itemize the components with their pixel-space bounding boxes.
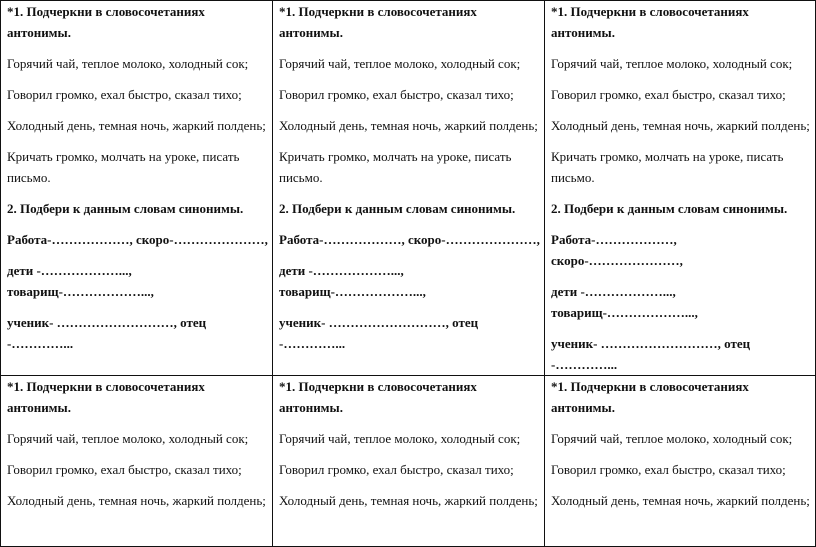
task1-title: *1. Подчеркни в словосочетаниях антонимы. [7,4,209,40]
task1-line: Горячий чай, теплое молоко, холодный сок; [7,431,249,446]
worksheet-card [545,1,816,376]
task2-title: 2. Подбери к данным словам синонимы. [7,201,244,216]
task1-line: Говорил громко, ехал быстро, сказал тихо; [551,87,786,102]
worksheet-card [1,1,273,376]
task2-line: ученик- ………………………, отец -…………... [279,315,482,351]
task2-line: Работа-………………, скоро-…………………, [551,232,683,268]
task1-line: Говорил громко, ехал быстро, сказал тихо; [279,87,514,102]
task2-title: 2. Подбери к данным словам синонимы. [279,201,516,216]
task1-line: Говорил громко, ехал быстро, сказал тихо; [551,462,786,477]
worksheet-card [273,376,545,547]
task1-line: Горячий чай, теплое молоко, холодный сок; [7,56,249,71]
task1-line: Холодный день, темная ночь, жаркий полдень; [551,493,810,508]
task1-title: *1. Подчеркни в словосочетаниях антонимы. [551,379,753,415]
task1-line: Горячий чай, теплое молоко, холодный сок; [551,56,793,71]
worksheet-card [273,1,545,376]
task1-line: Холодный день, темная ночь, жаркий полдень; [7,118,266,133]
task2-line: Работа-………………, скоро-…………………, [7,232,268,247]
task1-line: Говорил громко, ехал быстро, сказал тихо; [279,462,514,477]
task1-line: Кричать громко, молчать на уроке, писать письмо. [551,149,787,185]
task1-line: Говорил громко, ехал быстро, сказал тихо; [7,87,242,102]
task2-line: дети -………………..., товарищ-………………..., [551,284,698,320]
task2-line: Работа-………………, скоро-…………………, [279,232,540,247]
task2-line: ученик- ………………………, отец -…………... [7,315,210,351]
task1-line: Горячий чай, теплое молоко, холодный сок; [279,56,521,71]
task1-line: Холодный день, темная ночь, жаркий полдень; [551,118,810,133]
task1-line: Кричать громко, молчать на уроке, писать письмо. [7,149,243,185]
task1-title: *1. Подчеркни в словосочетаниях антонимы. [279,4,481,40]
task1-line: Говорил громко, ехал быстро, сказал тихо; [7,462,242,477]
task1-line: Кричать громко, молчать на уроке, писать письмо. [279,149,515,185]
task2-title: 2. Подбери к данным словам синонимы. [551,201,788,216]
task2-line: дети -………………..., товарищ-………………..., [279,263,426,299]
task1-line: Холодный день, темная ночь, жаркий полдень; [7,493,266,508]
task1-line: Горячий чай, теплое молоко, холодный сок; [551,431,793,446]
task1-title: *1. Подчеркни в словосочетаниях антонимы. [279,379,481,415]
worksheet-card [1,376,273,547]
task2-line: ученик- ………………………, отец -…………... [551,336,754,372]
worksheet-card [545,376,816,547]
task1-line: Холодный день, темная ночь, жаркий полдень; [279,493,538,508]
task1-title: *1. Подчеркни в словосочетаниях антонимы. [551,4,753,40]
worksheet-row [1,1,816,376]
worksheet-row [1,376,816,547]
task1-title: *1. Подчеркни в словосочетаниях антонимы. [7,379,209,415]
task1-line: Холодный день, темная ночь, жаркий полдень; [279,118,538,133]
task2-line: дети -………………..., товарищ-………………..., [7,263,154,299]
task1-line: Горячий чай, теплое молоко, холодный сок; [279,431,521,446]
